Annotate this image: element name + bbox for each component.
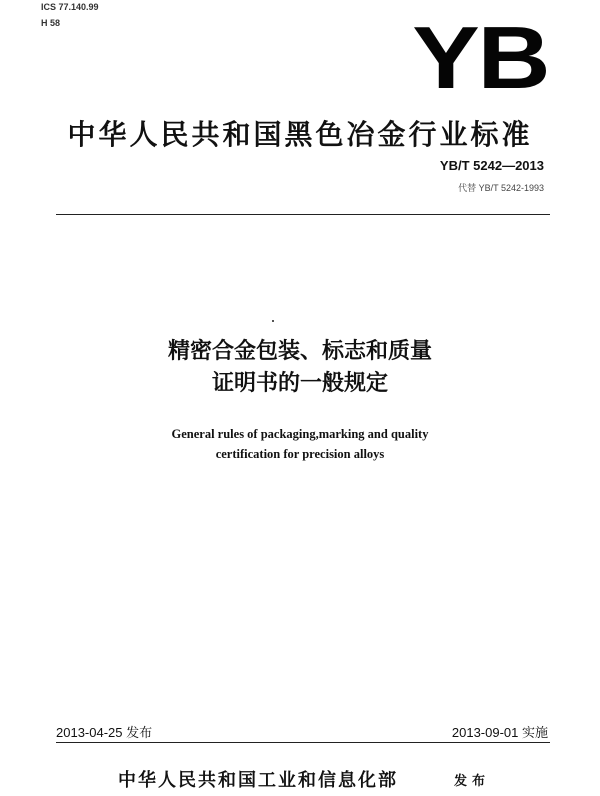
implementation-date: 2013-09-01 实施 [451,725,548,740]
title-cn-line-2: 证明书的一般规定 [211,371,388,396]
ics-code: ICS 77.140.99 [41,2,99,12]
title-en-line-2: certification for precision alloys [215,447,385,461]
standard-organization-title: 中华人民共和国黑色冶金行业标准 [67,118,533,151]
document-title-chinese [0,336,600,400]
standard-number: YB/T 5242—2013 [439,158,544,173]
document-title-english [0,424,600,464]
scan-speck [272,320,274,322]
title-cn-line-1: 精密合金包装、标志和质量 [167,339,432,364]
ccs-code: H 58 [41,18,61,28]
issue-label: 发布 [454,774,491,789]
replaces-standard: 代替 YB/T 5242-1993 [458,183,544,193]
yb-logo: YB [412,8,548,107]
publish-date: 2013-04-25 发布 [56,725,153,740]
issuing-authority: 中华人民共和国工业和信息化部 [118,770,398,791]
title-en-line-1: General rules of packaging,marking and quality [171,427,429,441]
top-divider [56,214,550,215]
bottom-divider [56,742,550,743]
